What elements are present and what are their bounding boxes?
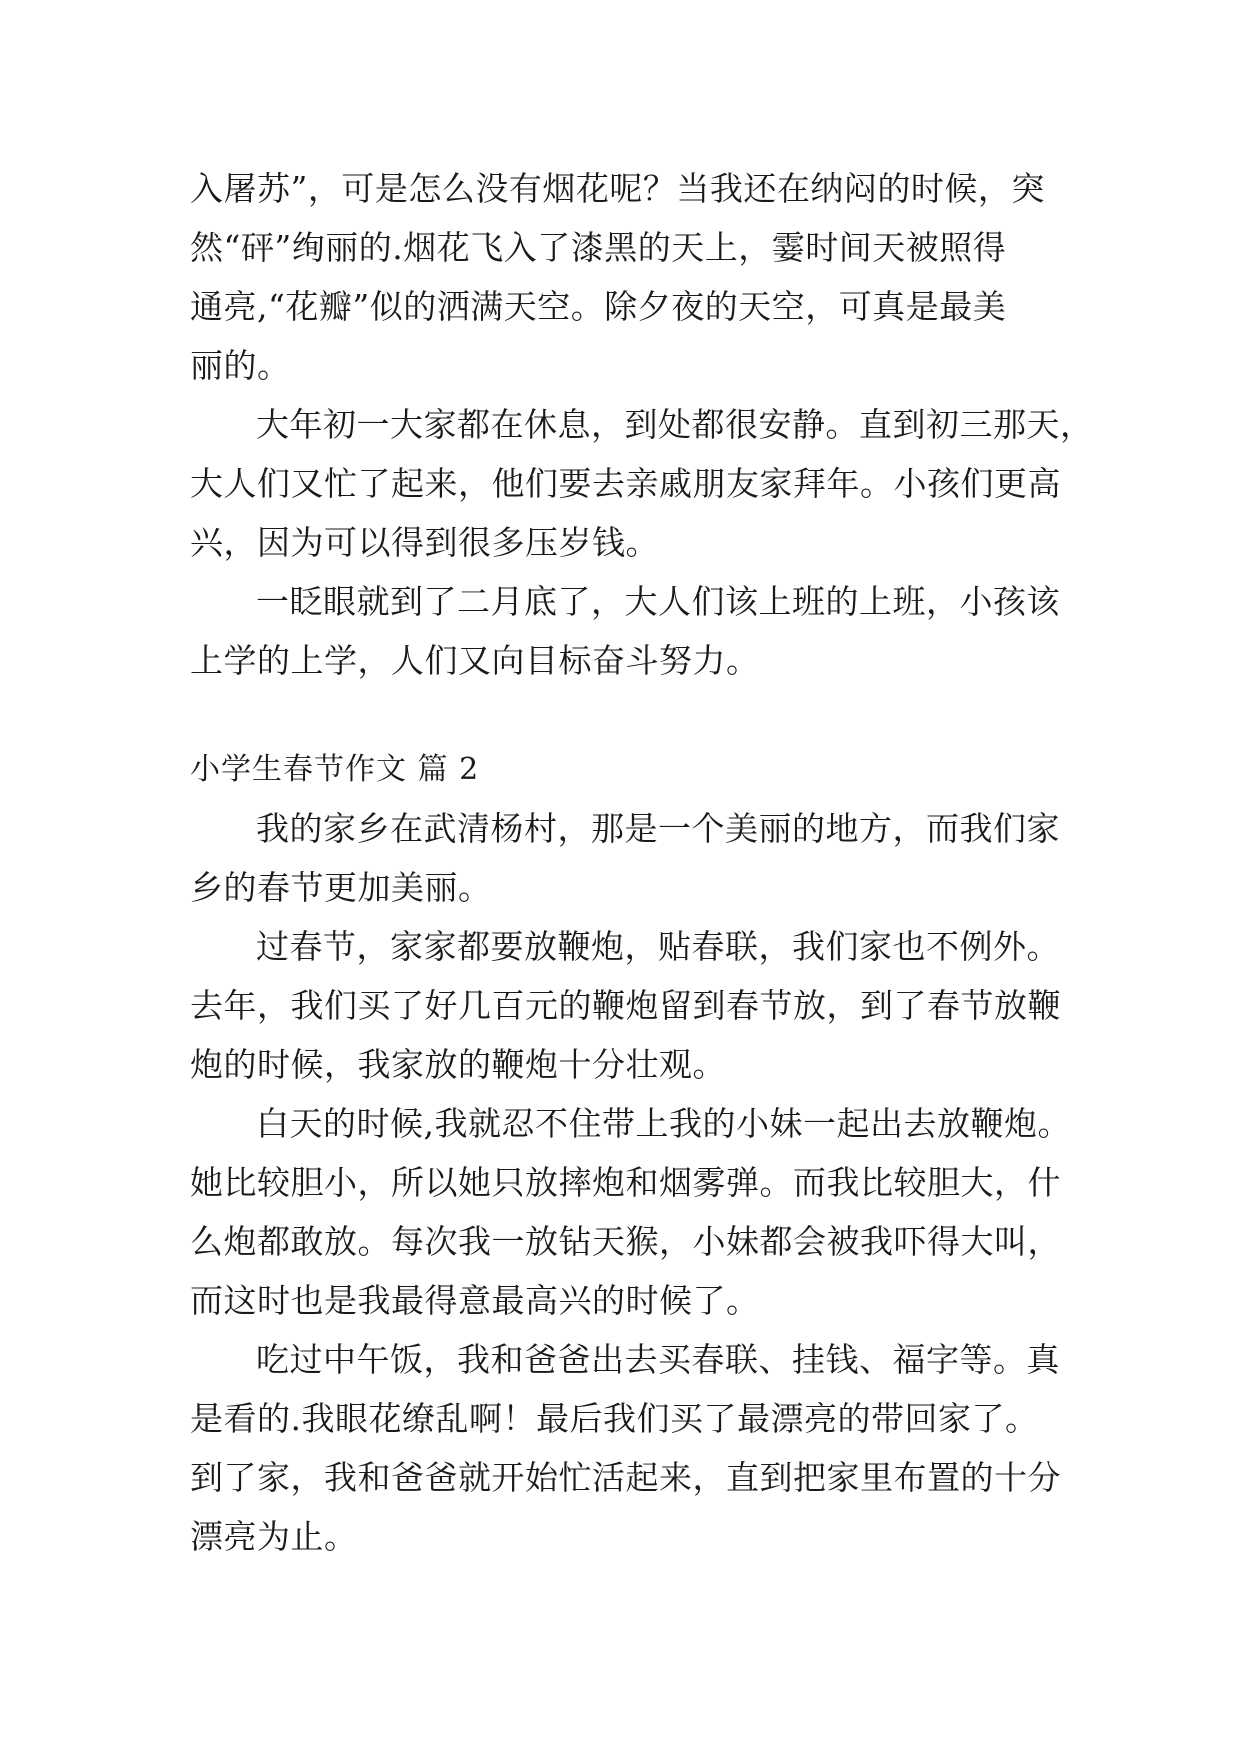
paragraph-line: 大年初一大家都在休息，到处都很安静。直到初三那天， (256, 405, 1094, 444)
section-title: 小学生春节作文 篇 2 (190, 752, 480, 787)
paragraph-line: 然“砰”绚丽的.烟花飞入了漆黑的天上，霎时间天被照得 (190, 228, 1007, 267)
paragraph-line: 去年，我们买了好几百元的鞭炮留到春节放，到了春节放鞭 (190, 986, 1061, 1025)
paragraph-line: 我的家乡在武清杨村，那是一个美丽的地方，而我们家 (256, 809, 1060, 848)
paragraph-line: 到了家，我和爸爸就开始忙活起来，直到把家里布置的十分 (190, 1458, 1061, 1497)
paragraph-line: 乡的春节更加美丽。 (190, 868, 492, 907)
paragraph-line: 白天的时候,我就忍不住带上我的小妹一起出去放鞭炮。 (256, 1104, 1071, 1143)
paragraph-line: 么炮都敢放。每次我一放钻天猴，小妹都会被我吓得大叫， (190, 1222, 1061, 1261)
paragraph-line: 过春节，家家都要放鞭炮，贴春联，我们家也不例外。 (256, 927, 1060, 966)
paragraph-line: 大人们又忙了起来，他们要去亲戚朋友家拜年。小孩们更高 (190, 464, 1061, 503)
paragraph-line: 通亮,“花瓣”似的洒满天空。除夕夜的天空，可真是最美 (190, 287, 1007, 326)
paragraph-line: 入屠苏”，可是怎么没有烟花呢？当我还在纳闷的时候，突 (190, 169, 1045, 208)
paragraph-line: 是看的.我眼花缭乱啊！最后我们买了最漂亮的带回家了。 (190, 1399, 1039, 1438)
paragraph-line: 而这时也是我最得意最高兴的时候了。 (190, 1281, 760, 1320)
paragraph-line: 上学的上学，人们又向目标奋斗努力。 (190, 641, 760, 680)
paragraph-line: 她比较胆小，所以她只放摔炮和烟雾弹。而我比较胆大，什 (190, 1163, 1061, 1202)
paragraph-line: 一眨眼就到了二月底了，大人们该上班的上班，小孩该 (256, 582, 1060, 621)
paragraph-line: 炮的时候，我家放的鞭炮十分壮观。 (190, 1045, 726, 1084)
paragraph-line: 丽的。 (190, 346, 291, 385)
paragraph-line: 漂亮为止。 (190, 1517, 358, 1556)
paragraph-line: 兴，因为可以得到很多压岁钱。 (190, 523, 659, 562)
paragraph-line: 吃过中午饭，我和爸爸出去买春联、挂钱、福字等。真 (256, 1340, 1060, 1379)
